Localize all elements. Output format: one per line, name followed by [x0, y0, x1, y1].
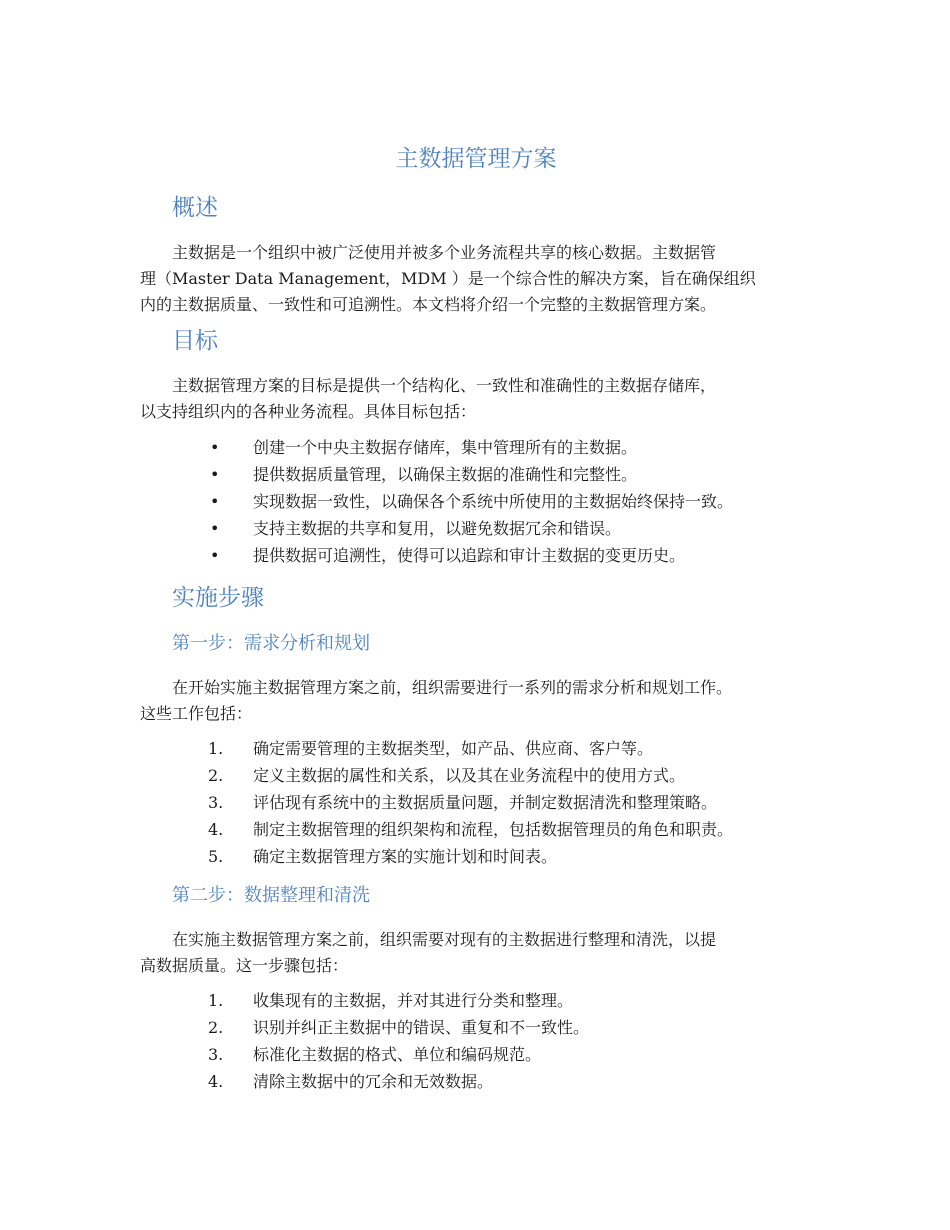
list-number: 3.	[208, 1045, 224, 1064]
list-number: 4.	[208, 820, 224, 839]
list-number: 3.	[208, 793, 224, 812]
heading-implementation: 实施步骤	[172, 585, 264, 611]
list-number: 4.	[208, 1072, 224, 1091]
paragraph-line: 这些工作包括：	[140, 704, 253, 723]
list-number: 2.	[208, 1018, 224, 1037]
paragraph-line: 高数据质量。这一步骤包括：	[140, 956, 349, 975]
bullet-marker: •	[210, 465, 220, 484]
overview-paragraph	[140, 240, 812, 318]
heading-step-2: 第二步：数据整理和清洗	[172, 885, 370, 906]
paragraph-line: 以支持组织内的各种业务流程。具体目标包括：	[140, 402, 477, 421]
list-number: 2.	[208, 766, 224, 785]
paragraph-line: 在实施主数据管理方案之前，组织需要对现有的主数据进行整理和清洗，以提	[172, 930, 717, 949]
list-number: 1.	[208, 991, 224, 1010]
list-number: 5.	[208, 847, 224, 866]
paragraph-line: 在开始实施主数据管理方案之前，组织需要进行一系列的需求分析和规划工作。	[172, 678, 733, 697]
bullet-marker: •	[210, 546, 220, 565]
heading-step-1: 第一步：需求分析和规划	[172, 633, 370, 654]
step-1-paragraph	[140, 675, 812, 727]
paragraph-line: 理（Master Data Management，MDM ）是一个综合性的解决方案，旨在确保组织	[140, 269, 756, 288]
bullet-marker: •	[210, 519, 220, 538]
heading-overview: 概述	[172, 195, 218, 221]
heading-goals: 目标	[172, 328, 218, 354]
bullet-marker: •	[210, 438, 220, 457]
document-title: 主数据管理方案	[395, 146, 557, 172]
paragraph-line: 主数据管理方案的目标是提供一个结构化、一致性和准确性的主数据存储库，	[172, 376, 717, 395]
bullet-marker: •	[210, 492, 220, 511]
paragraph-line: 内的主数据质量、一致性和可追溯性。本文档将介绍一个完整的主数据管理方案。	[140, 295, 717, 314]
paragraph-line: 主数据是一个组织中被广泛使用并被多个业务流程共享的核心数据。主数据管	[172, 243, 717, 262]
list-number: 1.	[208, 739, 224, 758]
step-2-paragraph	[140, 927, 812, 979]
goals-paragraph	[140, 373, 812, 425]
